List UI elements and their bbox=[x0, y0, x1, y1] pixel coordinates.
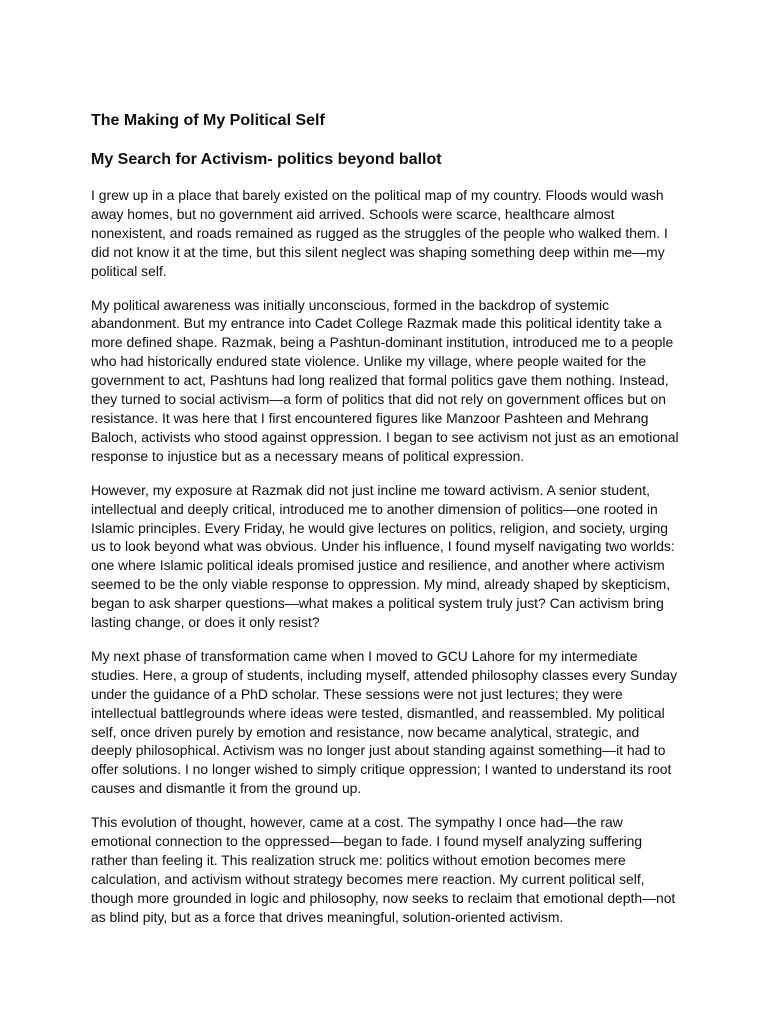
paragraph-1: I grew up in a place that barely existed on the political map of my country. Floods would wash away homes, but no government aid arrived. Schools were scarce, healthcare almost nonexistent, and roads remained as rugged as the struggles of the people who walked them. I did not know it at the time, but this silent neglect was shaping something deep within me—my political self. bbox=[91, 187, 668, 279]
document-title: The Making of My Political Self bbox=[91, 112, 325, 129]
paragraph-4: My next phase of transformation came when I moved to GCU Lahore for my intermediate studies. Here, a group of students, including myself, attended philosophy classes every Sunday under the guidance of a PhD scholar. These sessions were not just lectures; they were intellectual battlegrounds where ideas were tested, dismantled, and reassembled. My political self, once driven purely by emotion and resistance, now became analytical, strategic, and deeply philosophical. Activism was no longer just about standing against something—it had to offer solutions. I no longer wished to simply critique oppression; I wanted to understand its root causes and dismantle it from the ground up. bbox=[91, 647, 678, 797]
paragraph-2: My political awareness was initially unconscious, formed in the backdrop of systemic abandonment. But my entrance into Cadet College Razmak made this political identity take a more defined shape. Razmak, being a Pashtun-dominant institution, introduced me to a people who had historically endured state violence. Unlike my village, where people waited for the government to act, Pashtuns had long realized that formal politics gave them nothing. Instead, they turned to social activism—a form of politics that did not rely on government offices but on resistance. It was here that I first encountered figures like Manzoor Pashteen and Mehrang Baloch, activists who stood against oppression. I began to see activism not just as an emotional response to injustice but as a necessary means of political expression. bbox=[91, 296, 679, 464]
document-page bbox=[91, 110, 681, 942]
paragraph-5: This evolution of thought, however, came at a cost. The sympathy I once had—the raw emotional connection to the oppressed—began to fade. I found myself analyzing suffering rather than feeling it. This realization struck me: politics without emotion becomes mere calculation, and activism without strategy becomes mere reaction. My current political self, though more grounded in logic and philosophy, now seeks to reclaim that emotional depth—not as blind pity, but as a force that drives meaningful, solution-oriented activism. bbox=[91, 814, 676, 925]
paragraph-3: However, my exposure at Razmak did not just incline me toward activism. A senior student, intellectual and deeply critical, introduced me to another dimension of politics—one rooted in Islamic principles. Every Friday, he would give lectures on politics, religion, and society, urging us to look beyond what was obvious. Under his influence, I found myself navigating two worlds: one where Islamic political ideals promised justice and resilience, and another where activism seemed to be the only viable response to oppression. My mind, already shaped by skepticism, began to ask sharper questions—what makes a political system truly just? Can activism bring lasting change, or does it only resist? bbox=[91, 481, 675, 631]
document-subtitle: My Search for Activism- politics beyond ballot bbox=[91, 151, 442, 168]
